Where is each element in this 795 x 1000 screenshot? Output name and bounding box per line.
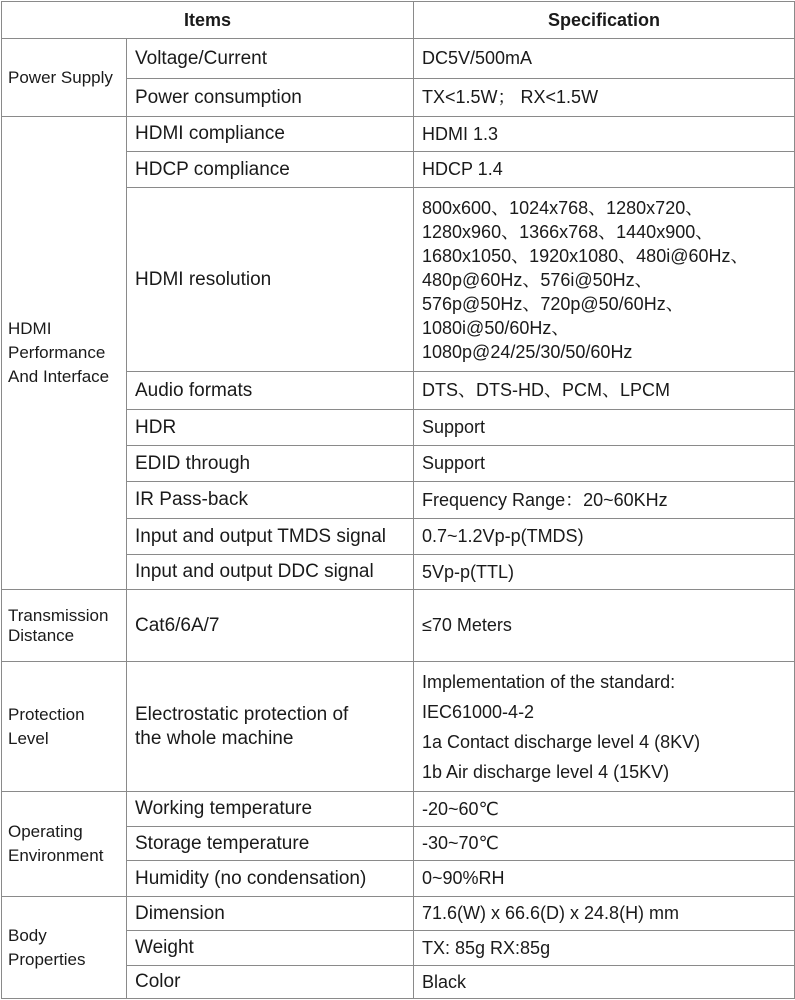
category-hdmi-performance [2, 117, 127, 590]
category-power-supply: Power Supply [2, 39, 127, 117]
table-row [2, 792, 795, 827]
item-ir-pass-back: IR Pass-back [127, 482, 414, 519]
spec-line: 1680x1050、1920x1080、480i@60Hz、 [422, 245, 749, 266]
spec-line: 480p@60Hz、576i@50Hz、 [422, 269, 653, 290]
header-specification: Specification [414, 2, 795, 39]
item-color: Color [127, 966, 414, 999]
category-line: HDMI [8, 319, 52, 338]
item-line: the whole machine [135, 727, 294, 749]
item-hdmi-resolution: HDMI resolution [127, 188, 414, 372]
table-header-row [2, 2, 795, 39]
category-operating-environment [2, 792, 127, 897]
table-row [2, 662, 795, 792]
category-line: Transmission [8, 605, 109, 625]
item-hdcp-compliance: HDCP compliance [127, 152, 414, 188]
spec-color: Black [414, 966, 795, 999]
table-row [2, 117, 795, 152]
spec-line: 1280x960、1366x768、1440x900、 [422, 221, 714, 242]
item-hdr: HDR [127, 410, 414, 446]
item-electrostatic-protection [127, 662, 414, 792]
spec-audio-formats: DTS、DTS-HD、PCM、LPCM [414, 372, 795, 410]
table-row [2, 39, 795, 79]
spec-electrostatic-protection [414, 662, 795, 792]
spec-line: 1b Air discharge level 4 (15KV) [422, 761, 670, 782]
specification-table [1, 1, 795, 999]
header-items: Items [2, 2, 414, 39]
spec-power-consumption: TX<1.5W； RX<1.5W [414, 79, 795, 117]
spec-tmds-signal: 0.7~1.2Vp-p(TMDS) [414, 519, 795, 555]
item-tmds-signal: Input and output TMDS signal [127, 519, 414, 555]
spec-line: 1080i@50/60Hz、 [422, 317, 570, 338]
category-transmission-distance [2, 590, 127, 662]
category-line: Level [8, 728, 49, 748]
item-edid-through: EDID through [127, 446, 414, 482]
item-ddc-signal: Input and output DDC signal [127, 555, 414, 590]
category-line: Body [8, 925, 47, 945]
spec-distance: ≤70 Meters [414, 590, 795, 662]
category-line: Performance [8, 343, 106, 362]
item-voltage-current: Voltage/Current [127, 39, 414, 79]
spec-dimension: 71.6(W) x 66.6(D) x 24.8(H) mm [414, 897, 795, 931]
spec-voltage-current: DC5V/500mA [414, 39, 795, 79]
category-body-properties [2, 897, 127, 999]
spec-hdmi-resolution [414, 188, 795, 372]
spec-ir-pass-back: Frequency Range：20~60KHz [414, 482, 795, 519]
category-line: And Interface [8, 367, 110, 386]
spec-working-temperature: -20~60℃ [414, 792, 795, 827]
spec-edid-through: Support [414, 446, 795, 482]
spec-line: IEC61000-4-2 [422, 701, 535, 722]
spec-line: 1a Contact discharge level 4 (8KV) [422, 731, 701, 752]
spec-hdcp-compliance: HDCP 1.4 [414, 152, 795, 188]
category-line: Protection [8, 704, 85, 724]
spec-line: 800x600、1024x768、1280x720、 [422, 197, 704, 218]
spec-line: Implementation of the standard: [422, 671, 676, 692]
item-line: Electrostatic protection of [135, 703, 349, 725]
category-line: Properties [8, 949, 86, 969]
category-protection-level [2, 662, 127, 792]
item-cable-type: Cat6/6A/7 [127, 590, 414, 662]
spec-line: 1080p@24/25/30/50/60Hz [422, 341, 633, 362]
item-dimension: Dimension [127, 897, 414, 931]
item-working-temperature: Working temperature [127, 792, 414, 827]
item-hdmi-compliance: HDMI compliance [127, 117, 414, 152]
item-weight: Weight [127, 931, 414, 966]
spec-humidity: 0~90%RH [414, 861, 795, 897]
spec-hdr: Support [414, 410, 795, 446]
spec-ddc-signal: 5Vp-p(TTL) [414, 555, 795, 590]
category-line: Distance [8, 625, 75, 645]
item-storage-temperature: Storage temperature [127, 827, 414, 861]
spec-hdmi-compliance: HDMI 1.3 [414, 117, 795, 152]
category-line: Environment [8, 846, 104, 865]
table-row [2, 897, 795, 931]
table-row [2, 590, 795, 662]
spec-line: 576p@50Hz、720p@50/60Hz、 [422, 293, 684, 314]
category-line: Operating [8, 822, 83, 841]
spec-weight: TX: 85g RX:85g [414, 931, 795, 966]
spec-storage-temperature: -30~70℃ [414, 827, 795, 861]
item-humidity: Humidity (no condensation) [127, 861, 414, 897]
item-audio-formats: Audio formats [127, 372, 414, 410]
item-power-consumption: Power consumption [127, 79, 414, 117]
